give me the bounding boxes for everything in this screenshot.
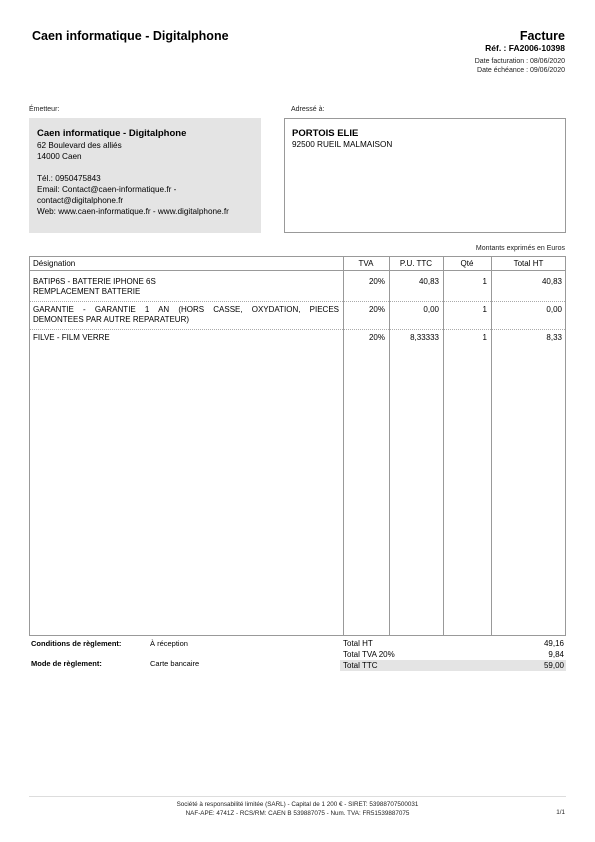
totals-block	[340, 638, 566, 671]
row-tva: 20%	[368, 277, 385, 286]
row-qty: 1	[482, 277, 487, 286]
footer-line2: NAF-APE: 4741Z - RCS/RM: CAEN B 539887075 - Num. TVA: FR51539887075	[185, 809, 410, 817]
row-total-ht: 0,00	[546, 305, 562, 314]
column-header-total-ht: Total HT	[513, 259, 544, 268]
row-total-ht: 40,83	[541, 277, 562, 286]
designation-line2: DEMONTEES PAR AUTRE REPARATEUR)	[33, 315, 190, 324]
row-tva: 20%	[368, 305, 385, 314]
invoice-dates	[475, 57, 565, 75]
row-pu-ttc: 0,00	[423, 305, 439, 314]
row-qty: 1	[482, 305, 487, 314]
emitter-label: Émetteur:	[29, 106, 60, 113]
emitter-phone: Tél.: 0950475843	[37, 174, 101, 183]
total-ht-value: 49,16	[543, 639, 564, 648]
footer-divider	[29, 796, 566, 797]
row-pu-ttc: 40,83	[418, 277, 439, 286]
emitter-address-line2: 14000 Caen	[37, 152, 82, 161]
invoice-date: Date facturation : 08/06/2020	[474, 58, 565, 65]
column-header-qty: Qté	[460, 259, 474, 268]
total-ht-label: Total HT	[343, 639, 373, 648]
invoice-reference: Réf. : FA2006-10398	[485, 43, 565, 53]
payment-terms-value: À réception	[150, 639, 188, 648]
document-type: Facture	[519, 29, 565, 43]
due-date: Date échéance : 09/06/2020	[477, 67, 565, 74]
row-qty: 1	[482, 333, 487, 342]
total-ttc-row	[340, 660, 566, 671]
total-ttc-label: Total TTC	[343, 661, 378, 670]
row-designation	[33, 305, 339, 325]
payment-mode-value: Carte bancaire	[150, 659, 200, 668]
emitter-email-line2: contact@digitalphone.fr	[37, 196, 124, 205]
page-number: 1/1	[556, 809, 565, 816]
row-divider	[30, 329, 565, 330]
row-divider	[30, 301, 565, 302]
total-tva-value: 9,84	[548, 650, 564, 659]
currency-note: Montants exprimés en Euros	[475, 245, 565, 252]
emitter-email-line1: Email: Contact@caen-informatique.fr -	[37, 185, 177, 194]
emitter-web: Web: www.caen-informatique.fr - www.digitalphone.fr	[37, 207, 229, 216]
emitter-box	[29, 118, 261, 233]
designation-line1: GARANTIE - GARANTIE 1 AN (HORS CASSE, OXYDATION, PIECES	[33, 305, 339, 314]
payment-terms-label: Conditions de règlement:	[31, 639, 122, 648]
designation-line2: REMPLACEMENT BATTERIE	[33, 287, 141, 296]
column-header-tva: TVA	[358, 259, 374, 268]
addressee-box	[284, 118, 566, 233]
addressee-name: PORTOIS ELIE	[292, 128, 359, 139]
row-designation	[33, 277, 156, 297]
row-pu-ttc: 8,33333	[410, 333, 439, 342]
payment-mode-label: Mode de règlement:	[31, 659, 102, 668]
column-header-pu-ttc: P.U. TTC	[399, 259, 433, 268]
addressee-city: 92500 RUEIL MALMAISON	[292, 140, 393, 149]
header-divider	[30, 270, 565, 271]
designation-line1: BATIP6S - BATTERIE IPHONE 6S	[33, 277, 156, 286]
company-name: Caen informatique - Digitalphone	[32, 29, 229, 43]
row-total-ht: 8,33	[546, 333, 562, 342]
footer-legal	[0, 801, 595, 818]
emitter-name: Caen informatique - Digitalphone	[37, 128, 187, 139]
line-items-table	[29, 256, 566, 636]
addressee-label: Adressé à:	[291, 106, 325, 113]
footer-line1: Société à responsabilité limitée (SARL) - Capital de 1 200 € - SIRET: 53988707500031	[176, 801, 419, 808]
row-designation: FILVE - FILM VERRE	[33, 333, 110, 342]
total-tva-row	[340, 649, 566, 660]
total-ttc-value: 59,00	[543, 661, 564, 670]
total-ht-row	[340, 638, 566, 649]
total-tva-label: Total TVA 20%	[343, 650, 395, 659]
emitter-address-line1: 62 Boulevard des alliés	[37, 141, 122, 150]
row-tva: 20%	[368, 333, 385, 342]
column-header-designation: Désignation	[33, 259, 76, 268]
